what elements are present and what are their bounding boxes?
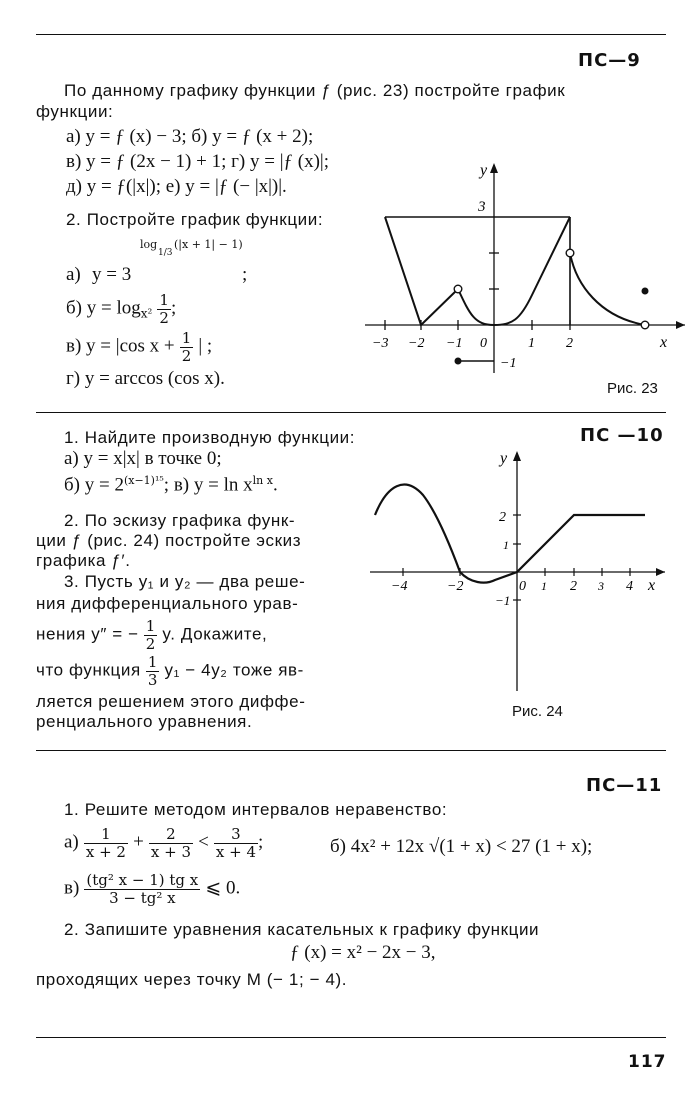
fig23-tick-ym1: −1 xyxy=(500,356,517,371)
pc11-task2-line1: 2. Запишите уравнения касательных к графику функции xyxy=(64,920,540,939)
task2v-end: | ; xyxy=(198,335,213,357)
pc9-task1-line2: в) y = ƒ (2x − 1) + 1; г) y = |ƒ (x)|; xyxy=(66,151,330,172)
pc10-task3-line5: ляется решением этого диффе- xyxy=(36,692,306,711)
task2a-exponent-log: log xyxy=(140,238,158,251)
figure-23-caption: Рис. 23 xyxy=(607,380,658,397)
fig24-tick-y2: 2 xyxy=(499,510,506,525)
task1b-exponent: (x−1)¹⁵ xyxy=(123,474,164,487)
fig23-y-label: y xyxy=(480,162,488,179)
task1b-rest: ; в) y = ln x xyxy=(163,474,253,496)
pc9-intro-line1: По данному графику функции ƒ (рис. 23) постройте график xyxy=(64,81,566,100)
pc10-task3-line2: ния дифференциального урав- xyxy=(36,594,299,613)
task1a-plus: + xyxy=(133,831,144,853)
task3-fraction: $\frac{1}{2}$ xyxy=(145,617,156,653)
figure-23 xyxy=(360,155,695,375)
fig23-tick-x1: 1 xyxy=(528,336,535,351)
fig24-tick-x2: 2 xyxy=(570,579,577,594)
pc9-task2a xyxy=(66,238,286,288)
fig24-tick-x0: 0 xyxy=(519,579,526,594)
task2b-fraction: $\frac{1}{2}$ xyxy=(159,291,169,327)
fig23-tick-y3: 3 xyxy=(478,199,486,215)
task3-line3a: нения y″ = − xyxy=(36,624,139,644)
fig24-tick-xm2: −2 xyxy=(447,579,464,594)
rule-pc10-pc11 xyxy=(36,750,666,751)
task3-line4b: y₁ − 4y₂ тоже яв- xyxy=(164,660,304,680)
fig24-tick-ym1: −1 xyxy=(495,593,511,608)
pc10-task2-line1: 2. По эскизу графика функ- xyxy=(64,511,296,530)
task1a-lt: < xyxy=(198,831,209,853)
fig23-tick-x0: 0 xyxy=(480,336,487,351)
task3-fraction2: $\frac{1}{3}$ xyxy=(147,653,158,689)
pc10-task1a: а) y = x|x| в точке 0; xyxy=(64,448,222,469)
section-header-pc11: ПС—11 xyxy=(586,775,663,796)
pc10-task2-line3: графика ƒ′. xyxy=(36,551,131,570)
task2v-expr: в) y = |cos x + xyxy=(66,335,175,357)
pc9-task2-title: 2. Постройте график функции: xyxy=(66,210,324,229)
section-header-pc9: ПС—9 xyxy=(578,50,641,71)
fig23-tick-xm2: −2 xyxy=(408,336,425,351)
pc9-task1-line3: д) y = ƒ(|x|); е) y = |ƒ (− |x|)|. xyxy=(66,176,287,197)
task1v-end: . xyxy=(272,474,278,496)
pc9-intro-line2: функции: xyxy=(36,102,114,121)
page-number: 117 xyxy=(628,1052,667,1072)
pc9-task1-line1: а) y = ƒ (x) − 3; б) y = ƒ (x + 2); xyxy=(66,126,314,147)
top-rule xyxy=(36,34,666,35)
fig24-y-label: y xyxy=(500,450,508,467)
task2b-expr: б) y = log xyxy=(66,297,141,319)
rule-pc9-pc10 xyxy=(36,412,666,413)
bottom-rule xyxy=(36,1037,666,1038)
task3-line4a: что функция xyxy=(36,660,141,680)
task2b-end: ; xyxy=(170,297,177,319)
task1a-frac2: $\frac{2}{x + 3}$ xyxy=(150,825,191,861)
section-header-pc10: ПС —10 xyxy=(580,425,664,446)
task1b-expr: б) y = 2 xyxy=(64,474,124,496)
pc10-task3-line1: 3. Пусть y₁ и y₂ — два реше- xyxy=(64,572,306,591)
pc11-task2-line3: проходящих через точку M (− 1; − 4). xyxy=(36,970,348,989)
task1v-end-sign: ⩽ 0. xyxy=(205,877,241,899)
task1v-label: в) xyxy=(64,877,80,899)
task2a-expr: y = 3 xyxy=(92,264,132,285)
pc10-task3-line6: ренциального уравнения. xyxy=(36,712,253,731)
task2a-label: а) xyxy=(66,264,81,285)
pc11-task1-title: 1. Решите методом интервалов неравенство: xyxy=(64,800,448,819)
task2a-exponent-arg: (|x + 1| − 1) xyxy=(174,238,243,251)
pc11-task2-line2: ƒ (x) = x² − 2x − 3, xyxy=(290,942,436,963)
figure-24-caption: Рис. 24 xyxy=(512,703,563,720)
fig24-tick-x4: 4 xyxy=(626,579,633,594)
fig24-tick-x1: 1 xyxy=(541,579,547,593)
figure-24 xyxy=(365,445,675,695)
task2a-exponent-base: 1/3 xyxy=(158,248,173,258)
pc10-task3-line3 xyxy=(36,618,267,652)
fig24-tick-x3: 3 xyxy=(598,579,604,593)
fig23-tick-xm1: −1 xyxy=(446,336,463,351)
pc10-task1-title: 1. Найдите производную функции: xyxy=(64,428,356,447)
fig24-tick-y1: 1 xyxy=(503,538,509,552)
pc9-task2b xyxy=(66,292,176,326)
task1a-frac3: $\frac{3}{x + 4}$ xyxy=(215,825,256,861)
task1v-exponent: ln x xyxy=(252,474,273,487)
fig24-tick-xm4: −4 xyxy=(391,579,408,594)
pc10-task1b xyxy=(64,474,278,496)
pc10-task2-line2: ции ƒ (рис. 24) постройте эскиз xyxy=(36,531,302,550)
fig23-tick-xm3: −3 xyxy=(372,336,389,351)
task1a-end: ; xyxy=(258,831,264,853)
task2a-end: ; xyxy=(242,264,248,285)
pc9-task2g: г) y = arccos (cos x). xyxy=(66,368,225,389)
task2b-base: x² xyxy=(140,306,153,321)
pc9-task2v xyxy=(66,330,212,364)
task1a-frac1: $\frac{1}{x + 2}$ xyxy=(85,825,126,861)
pc11-task1a xyxy=(64,826,263,860)
task2v-fraction: $\frac{1}{2}$ xyxy=(181,329,192,365)
task1v-fraction: $\frac{\text{(tg² x − 1) tg x}}{\text{3 − tg² x}}$ xyxy=(86,871,199,907)
task3-line3b: y. Докажите, xyxy=(162,624,268,644)
task1a-label: а) xyxy=(64,831,79,853)
fig23-tick-x2: 2 xyxy=(566,336,573,351)
pc11-task1b: б) 4x² + 12x √(1 + x) < 27 (1 + x); xyxy=(330,836,593,857)
pc10-task3-line4 xyxy=(36,654,304,688)
fig24-x-label: x xyxy=(648,577,656,594)
fig23-x-label: x xyxy=(660,334,668,351)
pc11-task1v xyxy=(64,872,240,906)
